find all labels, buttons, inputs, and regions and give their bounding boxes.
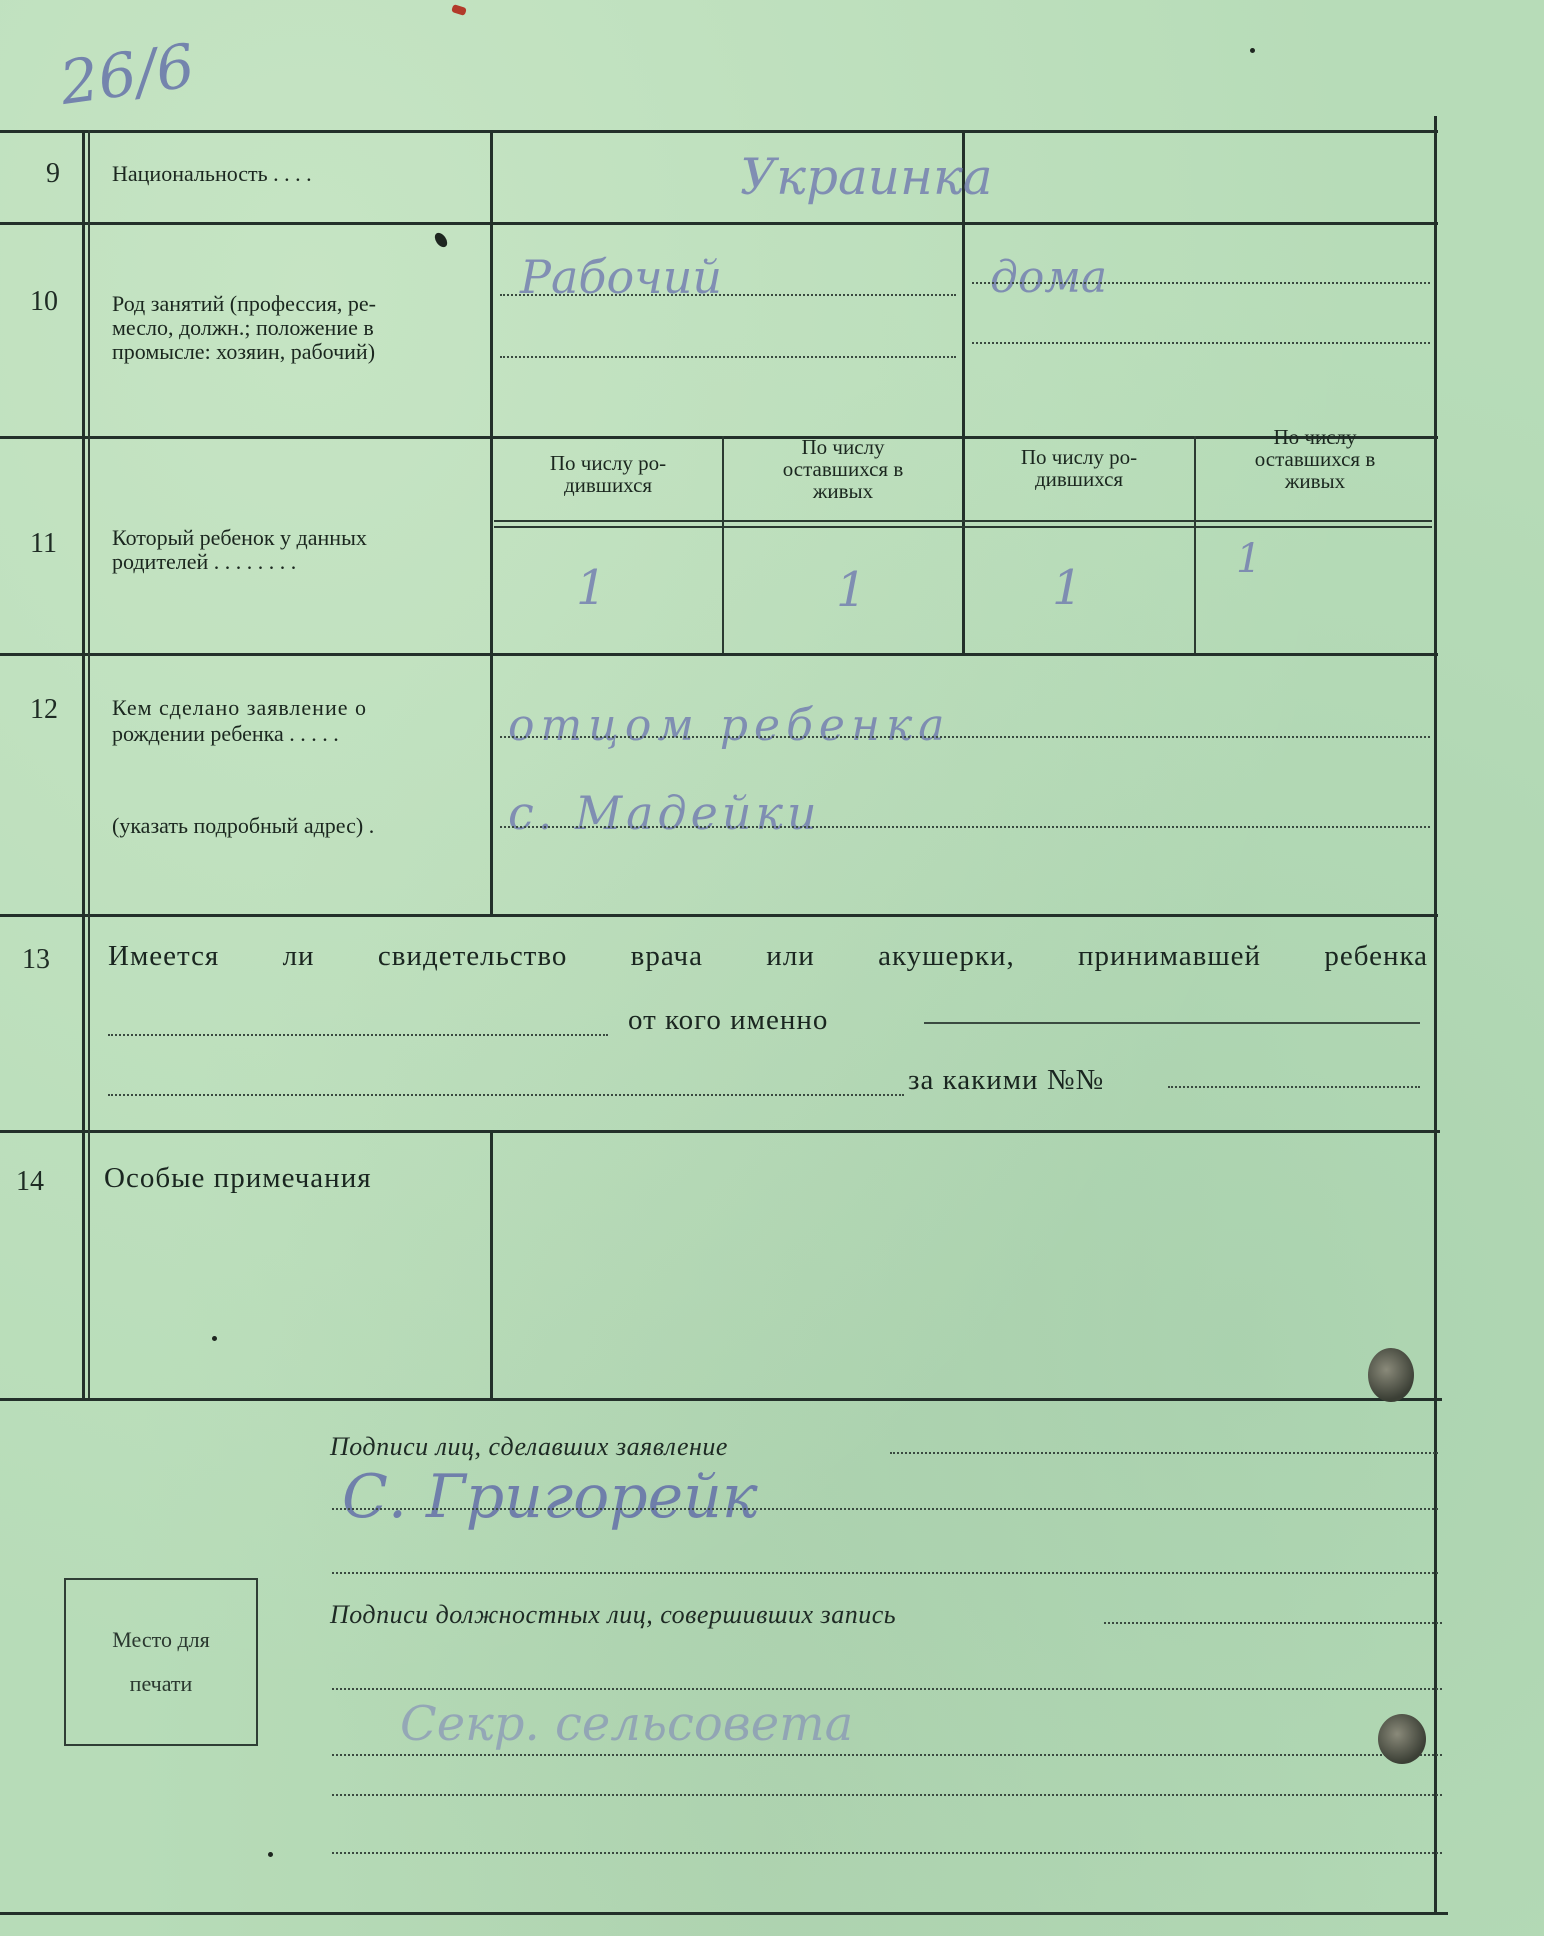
- applicants-line-3: [332, 1572, 1438, 1574]
- row-number-12: 12: [30, 694, 58, 725]
- officials-line-2: [332, 1688, 1442, 1690]
- special-notes-label: Особые примечания: [104, 1162, 372, 1194]
- red-mark: [451, 4, 467, 16]
- declarant-label-line-1: Кем сделано заявление о: [112, 695, 367, 720]
- certificate-question: Имеется ли свидетельство врача или акушерки, принимавшей ребенка: [108, 940, 1428, 972]
- occupation-label-line-3: промысле: хозяин, рабочий): [112, 339, 376, 364]
- father-born-header: [496, 452, 720, 496]
- row14-bottom-border: [0, 1398, 1442, 1401]
- seal-place-box: [64, 1578, 258, 1746]
- row-number-14: 14: [16, 1166, 44, 1197]
- officials-line-3: [332, 1754, 1442, 1756]
- applicants-line-1: [890, 1452, 1438, 1454]
- mother-born-header: [966, 446, 1192, 490]
- father-born-header-line-1: По числу ро-: [549, 451, 667, 475]
- occupation-label-line-2: месло, должн.; положение в: [112, 315, 374, 340]
- declarant-value: отцом ребенка: [508, 700, 951, 751]
- father-alive-header: [726, 436, 960, 502]
- numbers-label: за какими №№: [908, 1064, 1105, 1096]
- paper-pin-2: [1378, 1714, 1426, 1764]
- ink-speck-2: [212, 1336, 217, 1341]
- applicant-signature: С. Григорейк: [342, 1462, 758, 1532]
- officials-signature-label: Подписи должностных лиц, совершивших запись: [330, 1600, 897, 1629]
- official-signature: Секр. сельсовета: [400, 1696, 854, 1752]
- from-whom-label: от кого именно: [628, 1004, 829, 1036]
- applicants-signature-label: Подписи лиц, сделавших заявление: [330, 1432, 728, 1461]
- certificate-answer-line: [108, 1034, 608, 1036]
- father-born-header-line-2: дившихся: [563, 473, 653, 497]
- declarant-line-1: [500, 736, 1430, 738]
- seal-place-line-1: Место для: [112, 1627, 210, 1652]
- numbers-line: [1168, 1086, 1420, 1088]
- label-column-border-row14: [490, 1130, 493, 1398]
- mother-alive-header-line-2: оставшихся в: [1254, 447, 1376, 471]
- row-number-13: 13: [22, 944, 50, 975]
- occupation-line-4: [972, 342, 1430, 344]
- label-column-border: [490, 130, 493, 914]
- page-bottom-border: [0, 1912, 1448, 1915]
- row13-bottom-border: [0, 1130, 1440, 1133]
- ink-speck-1: [1250, 48, 1255, 53]
- mother-alive-header-line-1: По числу: [1273, 425, 1357, 449]
- from-whom-line: [924, 1022, 1420, 1024]
- archive-note: 26/6: [55, 30, 199, 120]
- occupation-father-value: Рабочий: [520, 250, 723, 304]
- row-number-10: 10: [30, 286, 58, 317]
- row12-bottom-border: [0, 914, 1438, 917]
- occupation-line-1: [500, 294, 956, 296]
- row11-col-border-3: [1194, 436, 1196, 653]
- seal-place-line-2: печати: [129, 1671, 193, 1696]
- address-value: с. Мадейки: [508, 786, 821, 840]
- table-top-border: [0, 130, 1438, 133]
- paper-pin-1: [1368, 1348, 1414, 1402]
- nationality-label: Национальность . . . .: [112, 161, 312, 186]
- father-alive-header-line-2: оставшихся в: [782, 457, 904, 481]
- father-alive-header-line-3: живых: [812, 479, 874, 503]
- row-number-9: 9: [46, 158, 60, 189]
- occupation-label-line-1: Род занятий (профессия, ре-: [112, 291, 376, 316]
- ink-speck-4: [432, 231, 449, 250]
- declarant-label-line-2: рождении ребенка . . . . .: [112, 721, 339, 746]
- number-column-border-b: [88, 130, 90, 1398]
- numbers-answer-line: [108, 1094, 904, 1096]
- applicants-line-2: [332, 1508, 1438, 1510]
- child-order-label-line-2: родителей . . . . . . . .: [112, 549, 297, 574]
- mother-born-header-line-2: дившихся: [1034, 467, 1124, 491]
- number-column-border-a: [82, 130, 85, 1398]
- occupation-line-2: [500, 356, 956, 358]
- table-right-border: [1434, 116, 1437, 1912]
- officials-line-4: [332, 1794, 1442, 1796]
- mother-born-header-line-1: По числу ро-: [1020, 445, 1138, 469]
- ink-speck-3: [268, 1852, 273, 1857]
- mother-born-value: 1: [1052, 560, 1083, 616]
- row11-col-border-1: [722, 436, 724, 653]
- nationality-value: Украинка: [740, 148, 993, 206]
- occupation-line-3: [972, 282, 1430, 284]
- mother-alive-value: 1: [1236, 536, 1262, 582]
- row11-bottom-border: [0, 653, 1438, 656]
- row11-header-underline-b: [494, 526, 1432, 528]
- officials-line-1: [1104, 1622, 1442, 1624]
- row11-header-underline-a: [494, 520, 1432, 522]
- address-label: (указать подробный адрес) .: [112, 813, 375, 838]
- father-alive-header-line-1: По числу: [801, 435, 885, 459]
- father-born-value: 1: [576, 560, 607, 616]
- mother-alive-header-line-3: живых: [1284, 469, 1346, 493]
- officials-line-5: [332, 1852, 1442, 1854]
- row9-bottom-border: [0, 222, 1438, 225]
- declarant-line-2: [500, 826, 1430, 828]
- occupation-mother-value: дома: [990, 252, 1108, 303]
- father-alive-value: 1: [836, 562, 867, 618]
- child-order-label-line-1: Который ребенок у данных: [112, 525, 367, 550]
- mother-alive-header: [1198, 426, 1432, 492]
- nationality-value-line: [500, 196, 1430, 198]
- parents-split-border: [962, 130, 965, 653]
- row-number-11: 11: [30, 528, 57, 559]
